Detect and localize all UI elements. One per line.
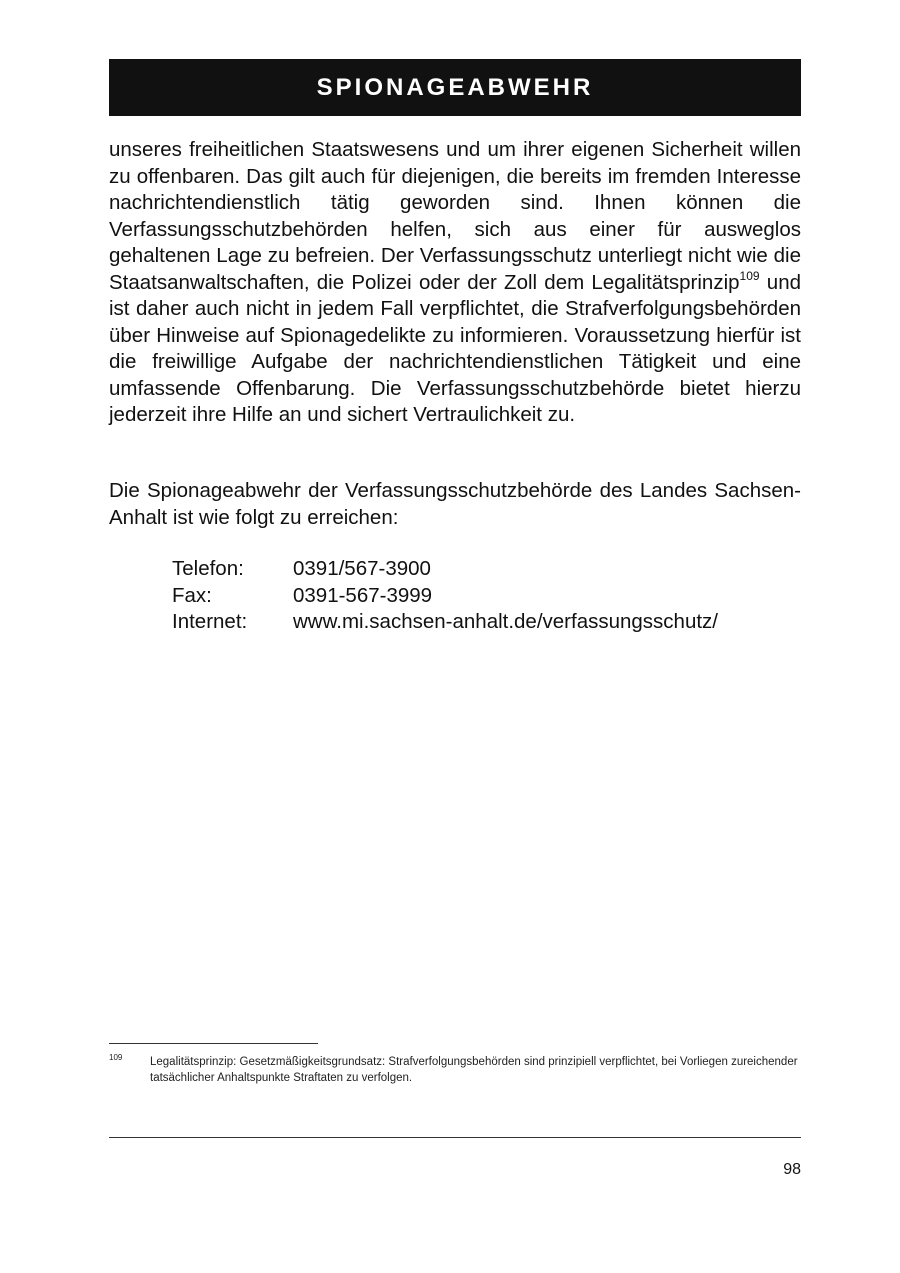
paragraph-1-text-part-1: unseres freiheitlichen Staatswesens und um ihrer eigenen Sicherheit willen zu offenbaren. Das gilt auch für diejenigen, die bereits im fremden Interesse nachrichtendienstlich tätig geworden sind. Ihnen können die Verfassungsschutzbehörden helfen, sich aus einer für ausweglos gehaltenen Lage zu befreien. Der Verfassungsschutz unterliegt nicht wie die Staatsanwaltschaften, die Polizei oder der Zoll dem Legalitätsprinzip (109, 138, 801, 294)
contact-row-fax (172, 583, 718, 610)
page-number: 98 (783, 1161, 801, 1178)
footnote (109, 1054, 801, 1086)
footnote-separator (109, 1043, 318, 1044)
contact-value: 0391/567-3900 (293, 557, 431, 580)
contact-label: Internet: (172, 610, 248, 633)
contact-table (172, 556, 718, 636)
chapter-header-bar (109, 59, 801, 116)
body-paragraph-2: Die Spionageabwehr der Verfassungsschutzbehörde des Landes Sachsen-Anhalt ist wie folgt zu erreichen: (109, 479, 801, 529)
body-paragraph-1 (109, 137, 801, 429)
contact-value: 0391-567-3999 (293, 583, 433, 607)
contact-row-internet (172, 609, 718, 636)
chapter-title: SPIONAGEABWEHR (316, 73, 594, 101)
page-footer-rule (109, 1137, 801, 1138)
contact-row-phone (172, 556, 718, 583)
footnote-number: 109 (109, 1053, 123, 1062)
contact-label: Fax: (172, 583, 212, 607)
footnote-reference[interactable]: 109 (739, 268, 760, 283)
contact-label: Telefon: (172, 557, 244, 580)
contact-link[interactable]: www.mi.sachsen-anhalt.de/verfassungsschutz/ (293, 610, 719, 633)
paragraph-1-text-part-2: und ist daher auch nicht in jedem Fall verpflichtet, die Strafverfolgungsbehörden über Hinweise auf Spionagedelikte zu informieren. Voraussetzung hierfür ist die freiwillige Aufgabe der nachrichtendienstlichen Tätigkeit und eine umfassende Offenbarung. Die Verfassungsschutzbehörde bietet hierzu jederzeit ihre Hilfe an und sichert Vertraulichkeit zu. (109, 270, 801, 426)
footnote-text: Legalitätsprinzip: Gesetzmäßigkeitsgrundsatz: Strafverfolgungsbehörden sind prinzipiell verpflichtet, bei Vorliegen zureichender tatsächlicher Anhaltspunkte Straftaten zu verfolgen. (150, 1056, 798, 1084)
